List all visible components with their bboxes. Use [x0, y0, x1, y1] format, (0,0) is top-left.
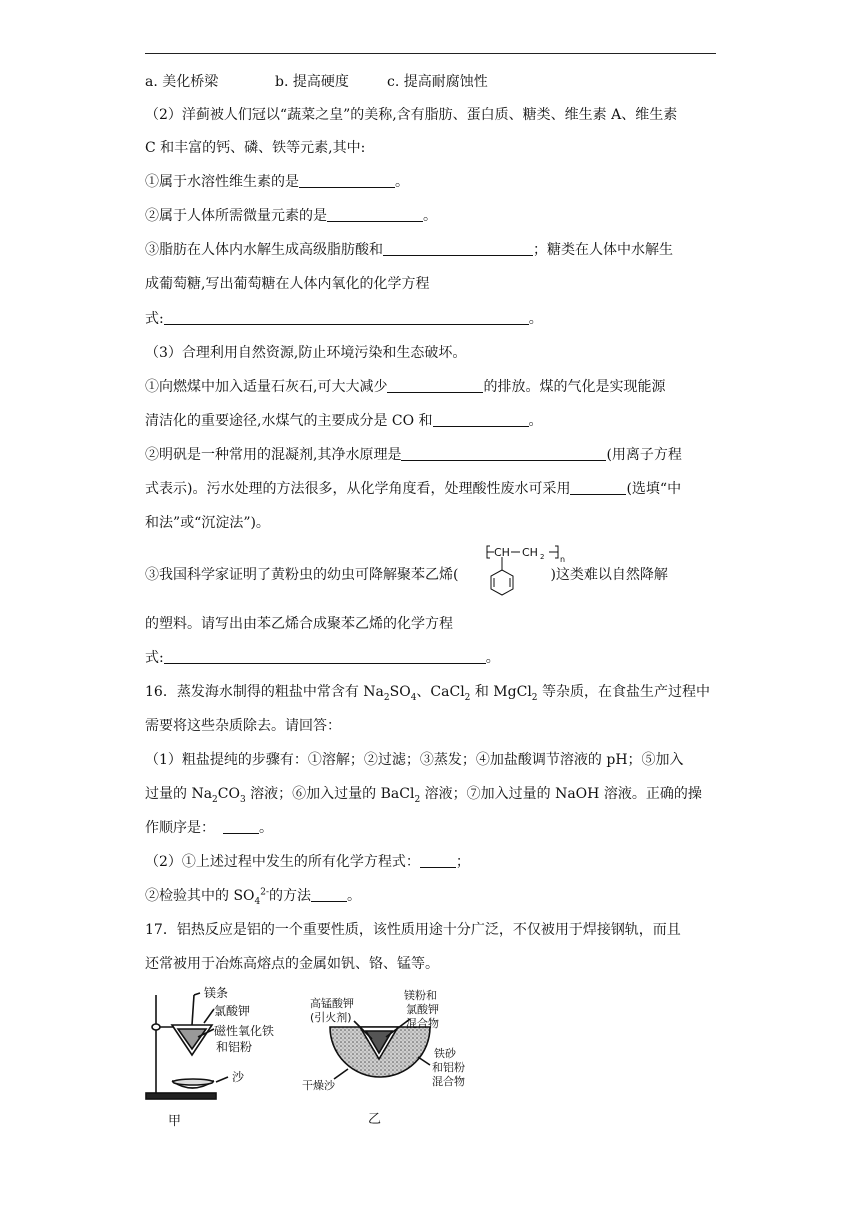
- struct-sub2: 2: [540, 553, 545, 561]
- period: 。: [528, 311, 543, 327]
- label-mix2-2: 和铝粉: [432, 1061, 465, 1074]
- q16-line5: [145, 818, 273, 838]
- label-kmno4-1: 高锰酸钾: [310, 997, 354, 1010]
- question-text: ②属于人体所需微量元素的是: [145, 208, 327, 224]
- question-text: 的排放。煤的气化是实现能源: [483, 379, 666, 395]
- q15-2-line4: [145, 206, 437, 226]
- apparatus-yi: [300, 985, 480, 1130]
- question-text: ③我国科学家证明了黄粉虫的幼虫可降解聚苯乙烯(: [145, 567, 459, 583]
- answer-blank[interactable]: [570, 480, 626, 495]
- q16-line7: ②检验其中的 $SO_4^{2-}$的方法 。: [145, 887, 362, 907]
- caption-yi: 乙: [368, 1112, 382, 1127]
- q15-3-line4: [145, 445, 682, 465]
- question-text: )这类难以自然降解: [550, 567, 668, 583]
- label-mix1-1: 镁粉和: [404, 989, 437, 1002]
- answer-blank[interactable]: [299, 173, 395, 188]
- label-fe3o4-1: 磁性氧化铁: [214, 1024, 275, 1038]
- label-mix1-2: 氯酸钾: [406, 1003, 439, 1016]
- q16-line2: 需要将这些杂质除去。请回答：: [145, 718, 341, 734]
- q16-line1: 16．蒸发海水制得的粗盐中常含有 $Na_2SO_4$、CaCl$_2$ 和 MgCl$_2$ 等杂质，在食盐生产过程中: [145, 684, 710, 703]
- q15-options: [145, 72, 488, 92]
- question-text: ③脂肪在人体内水解生成高级脂肪酸和: [145, 242, 383, 258]
- q16-line4: 过量的 $Na_2CO_3$ 溶液；⑥加入过量的 BaCl$_2$ 溶液；⑦加入过量的 NaOH 溶液。正确的操: [145, 786, 702, 805]
- q15-2-line2: C 和丰富的钙、磷、铁等元素,其中:: [145, 140, 366, 156]
- q15-2-line7: [145, 309, 543, 329]
- question-text: ②明矾是一种常用的混凝剂,其净水原理是: [145, 447, 402, 463]
- q15-2-line3: [145, 172, 409, 192]
- answer-blank[interactable]: [311, 887, 347, 902]
- answer-blank[interactable]: [420, 853, 456, 868]
- answer-blank[interactable]: [433, 412, 529, 427]
- label-drysand: 干燥沙: [302, 1079, 335, 1092]
- answer-blank[interactable]: [223, 819, 259, 834]
- question-text: （2）①上述过程中发生的所有化学方程式：: [145, 854, 420, 870]
- option-b: b. 提高硬度: [275, 74, 349, 90]
- q16-line3: （1）粗盐提纯的步骤有：①溶解；②过滤；③蒸发；④加盐酸调节溶液的 pH；⑤加入: [145, 752, 684, 768]
- label-sand: 沙: [232, 1070, 245, 1084]
- caption-jia: 甲: [168, 1114, 182, 1129]
- q15-3-line8: 的塑料。请写出由苯乙烯合成聚苯乙烯的化学方程: [145, 616, 453, 632]
- q15-2-line1: （2）洋蓟被人们冠以“蔬菜之皇”的美称,含有脂肪、蛋白质、糖类、维生素 A、维生素: [145, 107, 678, 123]
- q15-3-line1: （3）合理利用自然资源,防止环境污染和生态破坏。: [145, 345, 467, 361]
- question-text: ①属于水溶性维生素的是: [145, 174, 299, 190]
- answer-blank[interactable]: [327, 207, 423, 222]
- answer-blank[interactable]: [164, 649, 486, 664]
- question-text: (用离子方程: [606, 447, 682, 463]
- header-rule: [145, 53, 716, 54]
- apparatus-jia: [142, 985, 292, 1135]
- answer-blank[interactable]: [383, 241, 533, 256]
- period: 。: [423, 208, 437, 224]
- question-text: ①向燃煤中加入适量石灰石,可大大减少: [145, 379, 388, 395]
- label-mg-ribbon: 镁条: [204, 986, 229, 1000]
- period: 。: [395, 174, 409, 190]
- question-text: (选填“中: [626, 481, 682, 497]
- period: 。: [528, 413, 543, 429]
- q15-3-line3: [145, 411, 543, 431]
- polystyrene-structure: [484, 540, 584, 602]
- question-text: 式:: [145, 650, 164, 666]
- q15-3-line9: [145, 648, 500, 668]
- label-fe3o4-2: 和铝粉: [216, 1040, 253, 1054]
- question-text: 清洁化的重要途径,水煤气的主要成分是 CO 和: [145, 413, 433, 429]
- label-kmno4-2: (引火剂): [310, 1011, 352, 1024]
- period: 。: [485, 650, 500, 666]
- period: 。: [259, 820, 273, 836]
- q15-3-line5: [145, 479, 681, 499]
- q17-line1: 17．铝热反应是铝的一个重要性质，该性质用途十分广泛，不仅被用于焊接钢轨，而且: [145, 922, 681, 938]
- label-mix2-1: 铁砂: [434, 1047, 456, 1060]
- label-kclo3: 氯酸钾: [214, 1004, 251, 1018]
- option-c: c. 提高耐腐蚀性: [387, 74, 488, 90]
- struct-ch: CH: [494, 546, 510, 559]
- q15-3-line7: [145, 559, 668, 585]
- struct-n: n: [560, 555, 566, 564]
- answer-blank[interactable]: [387, 378, 483, 393]
- question-text: 作顺序是：: [145, 820, 215, 836]
- q16-line6: [145, 852, 470, 872]
- q17-line2: 还常被用于冶炼高熔点的金属如钒、铬、锰等。: [145, 956, 439, 972]
- q15-2-line5: [145, 240, 673, 260]
- q15-3-line2: [145, 377, 665, 397]
- question-text: 式:: [145, 311, 164, 327]
- answer-blank[interactable]: [401, 446, 606, 461]
- q15-2-line6: 成葡萄糖,写出葡萄糖在人体内氧化的化学方程: [145, 276, 430, 292]
- label-mix1-3: 混合物: [406, 1017, 439, 1030]
- q15-3-line6: 和法”或“沉淀法”)。: [145, 515, 270, 531]
- label-mix2-3: 混合物: [432, 1075, 465, 1088]
- option-a: a. 美化桥梁: [145, 74, 219, 90]
- struct-ch2: CH: [522, 546, 538, 559]
- question-text: 式表示)。污水处理的方法很多，从化学角度看，处理酸性废水可采用: [145, 481, 571, 497]
- answer-blank[interactable]: [164, 310, 529, 325]
- semicolon: ；: [455, 854, 470, 870]
- question-text: ；糖类在人体中水解生: [533, 242, 673, 258]
